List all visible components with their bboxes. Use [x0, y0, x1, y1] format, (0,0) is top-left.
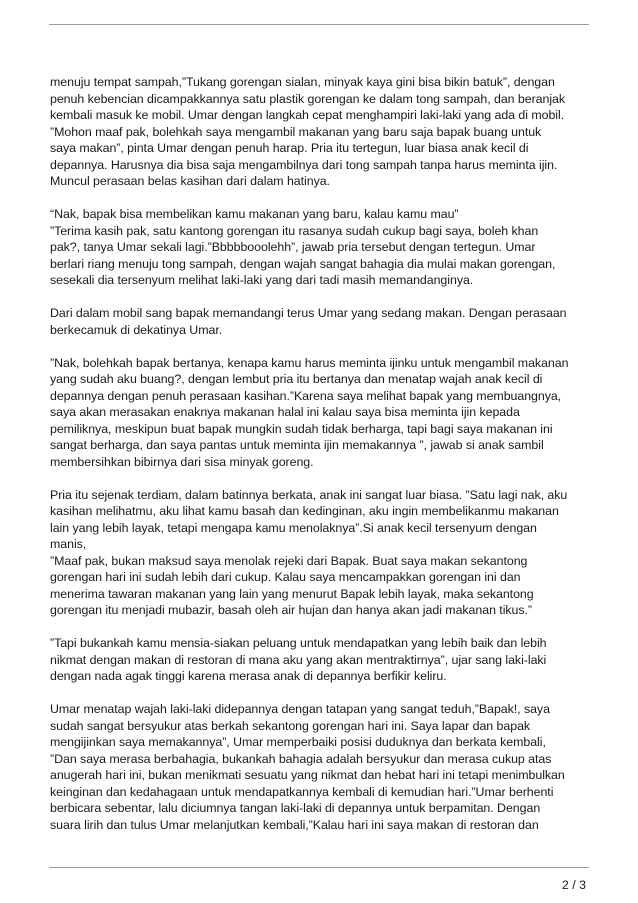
text-line: menerima tawaran makanan yang lain yang menurut Bapak lebih layak, maka sekantong: [50, 586, 534, 601]
text-line: berlari riang menuju tong sampah, dengan wajah sangat bahagia dia mulai makan gorengan,: [50, 256, 556, 271]
text-line: ”Mohon maaf pak, bolehkah saya mengambil makanan yang baru saja bapak buang untuk: [50, 124, 542, 139]
text-line: penuh kebencian dicampakkannya satu plastik gorengan ke dalam tong sampah, dan beranjak: [50, 91, 566, 106]
text-line: ”Dan saya merasa berbahagia, bukankah bahagia adalah bersyukur dan merasa cukup atas: [50, 751, 552, 766]
text-line: saya makan”, pinta Umar dengan penuh harap. Pria itu tertegun, luar biasa anak kecil di: [50, 141, 529, 155]
text-line: mengijinkan saya memakannya”, Umar memperbaiki posisi duduknya dan berkata kembali,: [50, 735, 546, 749]
text-line: ”Terima kasih pak, satu kantong gorengan itu rasanya sudah cukup bagi saya, boleh khan: [50, 223, 539, 238]
text-line: ”Nak, bolehkah bapak bertanya, kenapa kamu harus meminta ijinku untuk mengambil makanan: [50, 355, 569, 370]
text-line: lain yang lebih layak, tetapi mengapa kamu menolaknya”.Si anak kecil tersenyum dengan: [50, 520, 537, 535]
text-line: ”Tapi bukankah kamu mensia-siakan peluang untuk mendapatkan yang lebih baik dan lebih: [50, 636, 547, 650]
text-line: membersihkan bibirnya dari sisa minyak goreng.: [50, 454, 314, 469]
paragraph: [50, 74, 594, 190]
header-rule: [49, 24, 589, 25]
text-line: Dari dalam mobil sang bapak memandangi terus Umar yang sedang makan. Dengan perasaan: [50, 306, 567, 320]
text-line: Muncul perasaan belas kasihan dari dalam hatinya.: [50, 174, 330, 188]
text-line: menuju tempat sampah,”Tukang gorengan sialan, minyak kaya gini bisa bikin batuk”, dengan: [50, 75, 555, 89]
text-line: Umar menatap wajah laki-laki didepannya dengan tatapan yang sangat teduh,”Bapak!, saya: [50, 702, 550, 716]
footer-rule: [49, 867, 589, 868]
paragraph: [50, 701, 594, 833]
text-line: gorengan hari ini sudah lebih dari cukup. Kalau saya mencampakkan gorengan ini dan: [50, 570, 521, 584]
text-line: suara lirih dan tulus Umar melanjutkan kembali,”Kalau hari ini saya makan di restoran dan: [50, 817, 539, 832]
text-line: pemiliknya, meskipun buat bapak mungkin sudah tidak berharga, tapi bagi saya makanan ini: [50, 421, 553, 436]
text-line: pak?, tanya Umar sekali lagi.”Bbbbbooolehh”, jawab pria tersebut dengan tertegun. Umar: [50, 240, 536, 254]
text-line: kembali masuk ke mobil. Umar dengan langkah cepat menghampiri laki-laki yang ada di mobil.: [50, 108, 565, 122]
text-line: depannya dengan penuh perasaan kasihan.”Karena saya melihat bapak yang membuangnya,: [50, 388, 562, 403]
text-line: kasihan melihatmu, aku lihat kamu basah dan kedinginan, aku ingin membelikanmu makanan: [50, 504, 559, 518]
paragraph: [50, 635, 594, 685]
paragraph: [50, 305, 594, 338]
text-line: anugerah hari ini, bukan menikmati sesuatu yang nikmat dan hebat hari ini tetapi menimbulkan: [50, 768, 565, 782]
text-line: yang sudah aku buang?, dengan lembut pria itu bertanya dan menatap wajah anak kecil di: [50, 372, 543, 386]
paragraph: [50, 206, 594, 289]
paragraph: [50, 487, 594, 619]
text-line: depannya. Harusnya dia bisa saja mengambilnya dari tong sampah tanpa harus meminta ijin.: [50, 157, 558, 172]
document-body: [50, 74, 594, 850]
text-line: dengan nada agak tinggi karena merasa anak di depannya berfikir keliru.: [50, 669, 447, 683]
text-line: nikmat dengan makan di restoran di mana aku yang akan mentraktirnya”, ujar sang laki-laki: [50, 652, 547, 667]
text-line: manis,: [50, 537, 87, 551]
page-number: 2 / 3: [561, 878, 586, 892]
paragraph: [50, 355, 594, 471]
text-line: berbicara sebentar, lalu diciumnya tangan laki-laki di depannya untuk berpamitan. Dengan: [50, 801, 541, 815]
text-line: sudah sangat bersyukur atas berkah sekantong gorengan hari ini. Saya lapar dan bapak: [50, 718, 531, 733]
text-line: sangat berharga, dan saya pantas untuk meminta ijin memakannya ”, jawab si anak sambil: [50, 438, 544, 452]
text-line: sesekali dia tersenyum melihat laki-laki yang dari tadi masih memandanginya.: [50, 273, 474, 287]
text-line: berkecamuk di dekatinya Umar.: [50, 322, 223, 337]
text-line: keinginan dan kedahagaan untuk mendapatkannya kembali di kemudian hari.”Umar berhenti: [50, 784, 554, 799]
text-line: “Nak, bapak bisa membelikan kamu makanan yang baru, kalau kamu mau”: [50, 207, 459, 221]
text-line: Pria itu sejenak terdiam, dalam batinnya berkata, anak ini sangat luar biasa. ”Satu lagi nak, aku: [50, 487, 568, 502]
text-line: gorengan itu menjadi mubazir, basah oleh air hujan dan hanya akan jadi makanan tikus.”: [50, 603, 533, 617]
text-line: ”Maaf pak, bukan maksud saya menolak rejeki dari Bapak. Buat saya makan sekantong: [50, 553, 528, 568]
text-line: saya akan merasakan enaknya makanan halal ini kalau saya bisa meminta ijin kepada: [50, 405, 520, 419]
